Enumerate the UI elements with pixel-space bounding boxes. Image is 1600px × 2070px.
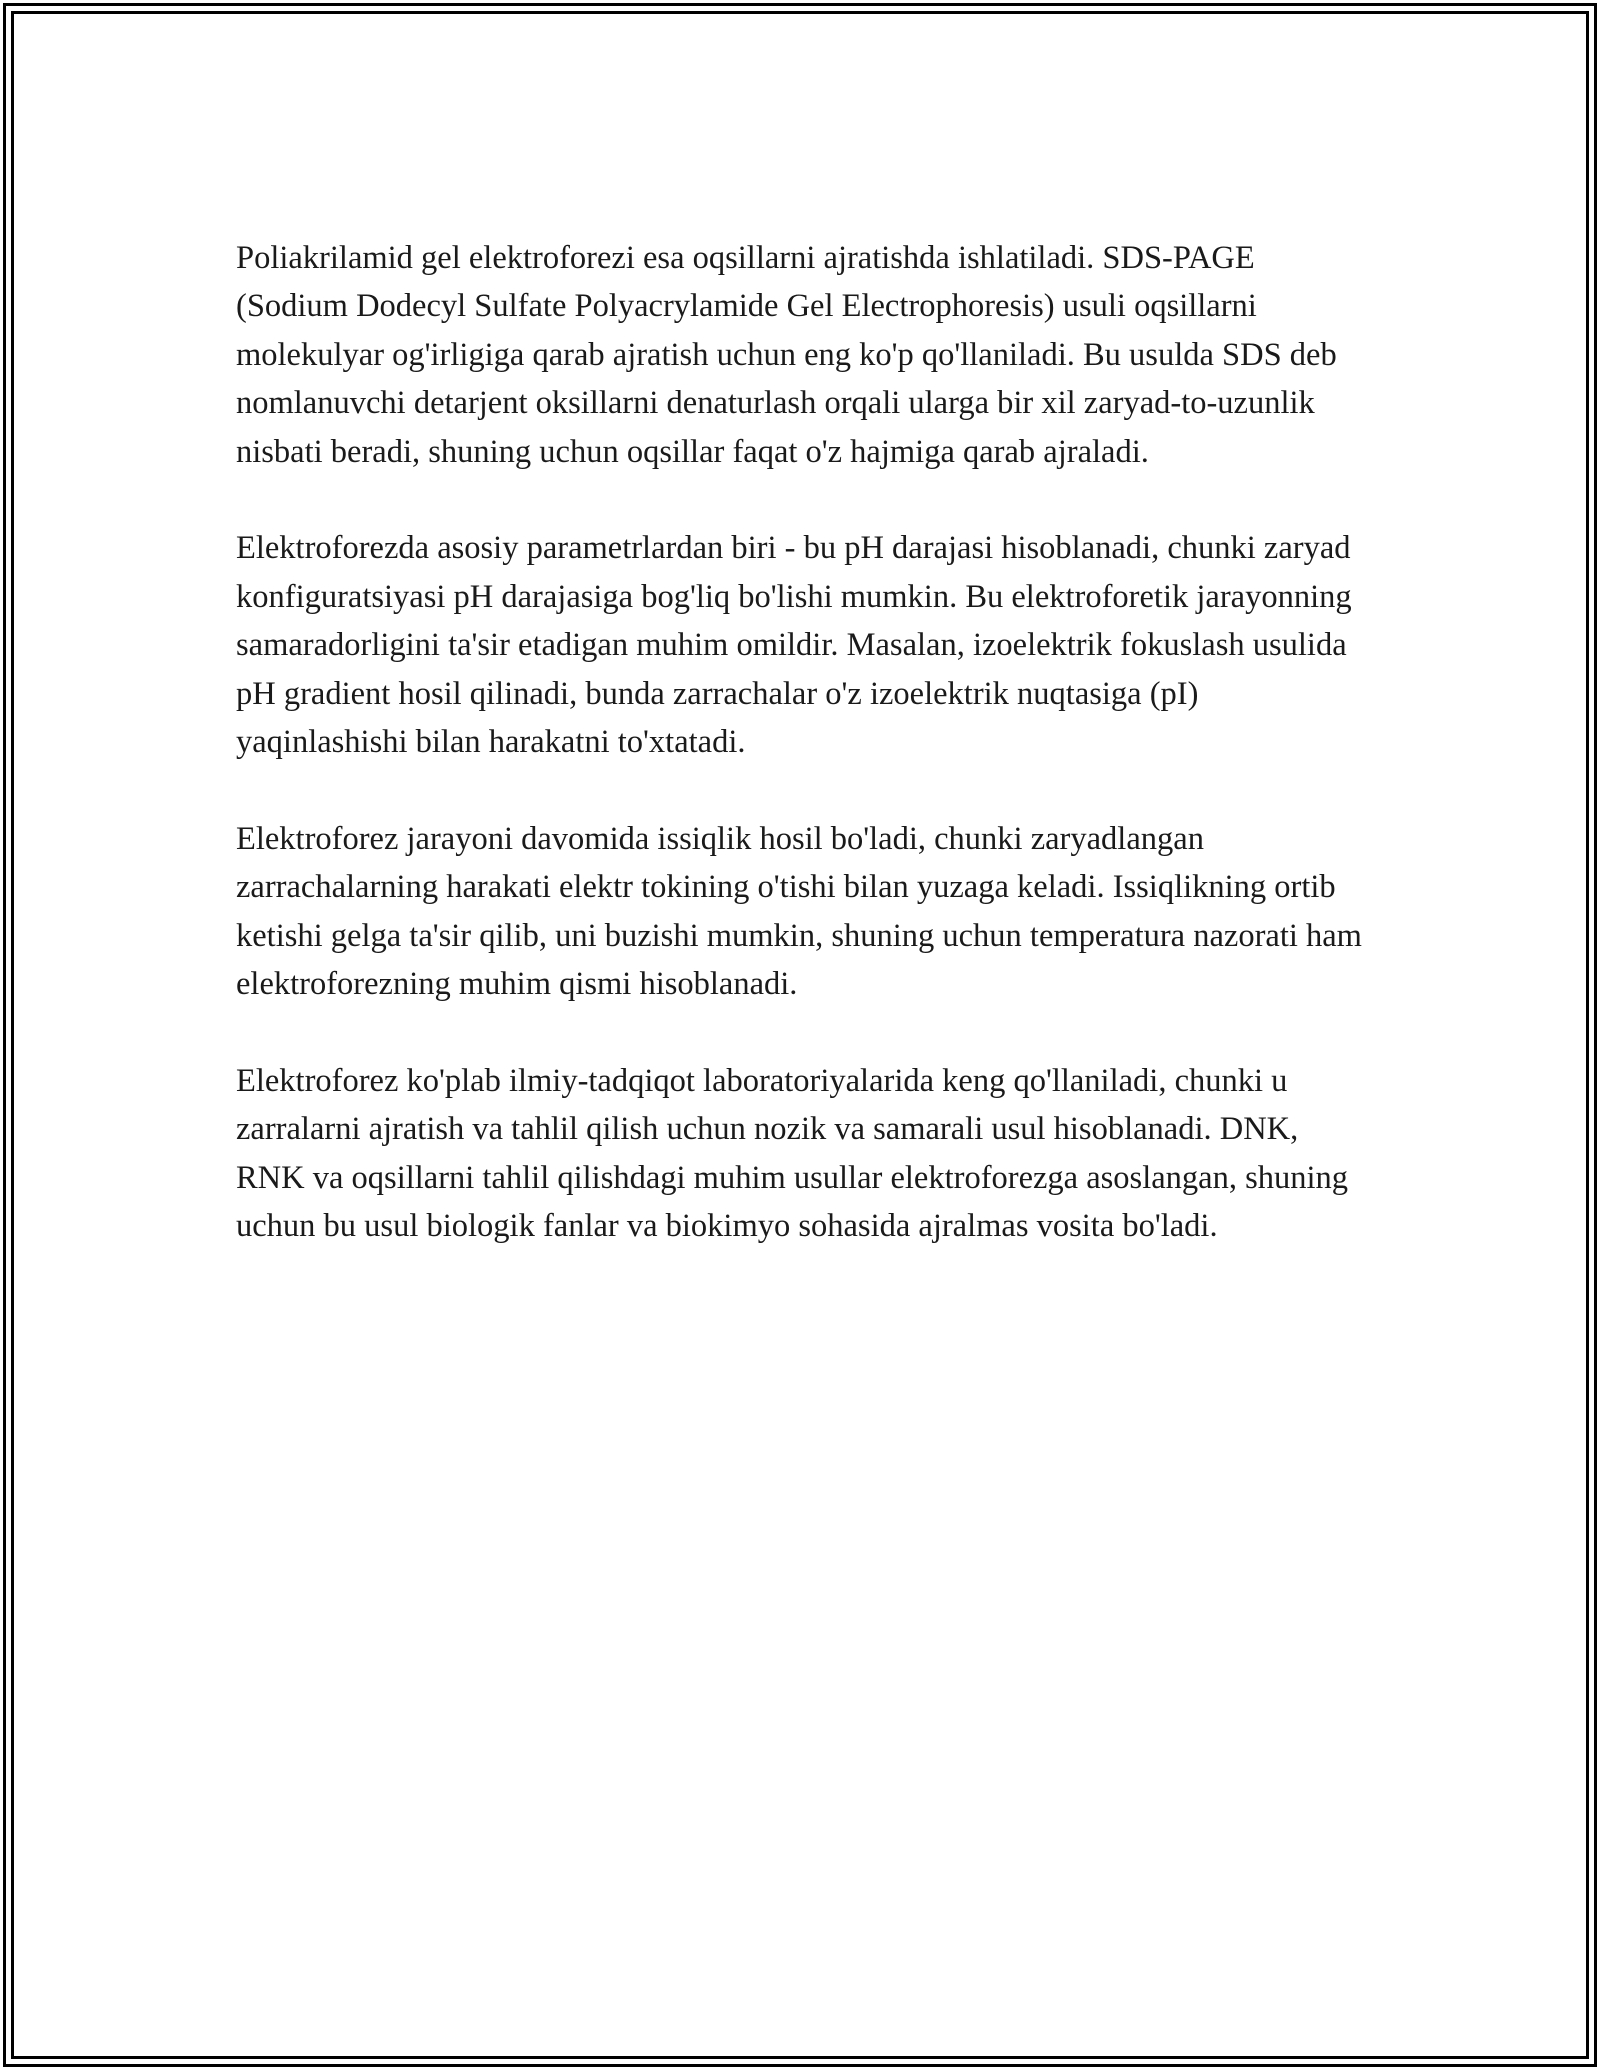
- paragraph-ph-parameter: Elektroforezda asosiy parametrlardan biri - bu pH darajasi hisoblanadi, chunki zaryad konfiguratsiyasi pH darajasiga bog'liq bo'lishi mumkin. Bu elektroforetik jarayonning samaradorligini ta'sir etadigan muhim omildir. Masalan, izoelektrik fokuslash usulida pH gradient hosil qilinadi, bunda zarrachalar o'z izoelektrik nuqtasiga (pI) yaqinlashishi bilan harakatni to'xtatadi.: [236, 530, 1352, 761]
- paragraph-laboratory-use: Elektroforez ko'plab ilmiy-tadqiqot laboratoriyalarida keng qo'llaniladi, chunki u zarralarni ajratish va tahlil qilish uchun nozik va samarali usul hisoblanadi. DNK, RNK va oqsillarni tahlil qilishdagi muhim usullar elektroforezga asoslangan, shuning uchun bu usul biologik fanlar va biokimyo sohasida ajralmas vosita bo'ladi.: [236, 1062, 1349, 1245]
- paragraph-heat-generation: Elektroforez jarayoni davomida issiqlik hosil bo'ladi, chunki zaryadlangan zarrachalarning harakati elektr tokining o'tishi bilan yuzaga keladi. Issiqlikning ortib ketishi gelga ta'sir qilib, uni buzishi mumkin, shuning uchun temperatura nazorati ham elektroforezning muhim qismi hisoblanadi.: [236, 820, 1362, 1003]
- document-body: [236, 234, 1366, 1299]
- paragraph-sds-page: Poliakrilamid gel elektroforezi esa oqsillarni ajratishda ishlatiladi. SDS-PAGE (Sodium Dodecyl Sulfate Polyacrylamide Gel Electrophoresis) usuli oqsillarni molekulyar og'irligiga qarab ajratish uchun eng ko'p qo'llaniladi. Bu usulda SDS deb nomlanuvchi detarjent oksillarni denaturlash orqali ularga bir xil zaryad-to-uzunlik nisbati beradi, shuning uchun oqsillar faqat o'z hajmiga qarab ajraladi.: [236, 240, 1337, 470]
